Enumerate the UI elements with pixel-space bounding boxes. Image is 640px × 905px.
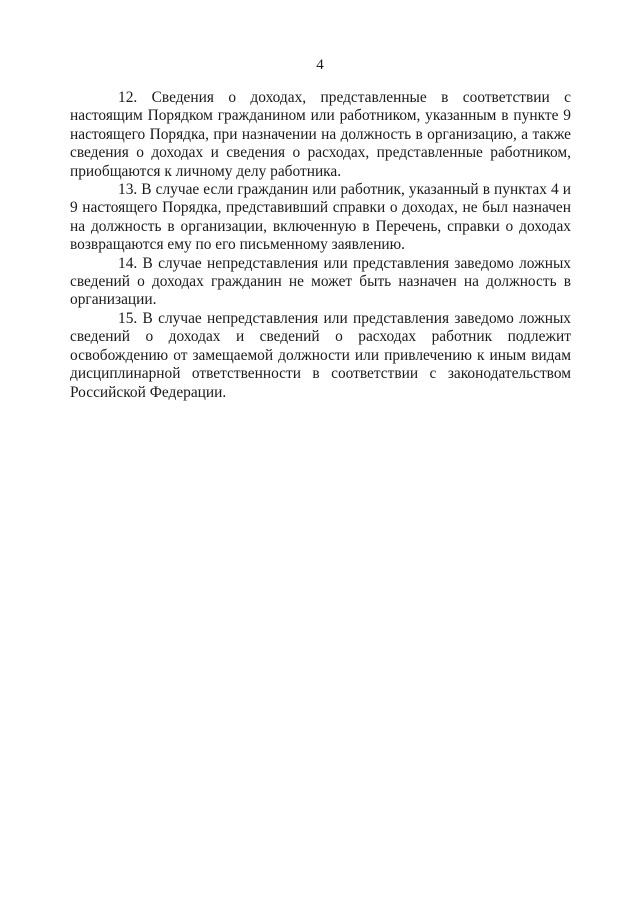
paragraph-14: 14. В случае непредставления или представления заведомо ложных сведений о доходах гражданин не может быть назначен на должность в организации. xyxy=(70,254,571,309)
page-number: 4 xyxy=(316,57,324,73)
paragraph-15: 15. В случае непредставления или представления заведомо ложных сведений о доходах и сведений о расходах работник подлежит освобождению от замещаемой должности или привлечению к иным видам дисциплинарной ответственности в соответствии с законодательством Российской Федерации. xyxy=(70,309,571,401)
document-body xyxy=(70,89,571,402)
paragraph-13: 13. В случае если гражданин или работник, указанный в пунктах 4 и 9 настоящего Порядка, представивший справки о доходах, не был назначен на должность в организации, включенную в Перечень, справки о доходах возвращаются ему по его письменному заявлению. xyxy=(70,181,571,254)
paragraph-12: 12. Сведения о доходах, представленные в соответствии с настоящим Порядком гражданином или работником, указанным в пункте 9 настоящего Порядка, при назначении на должность в организацию, а также сведения о доходах и сведения о расходах, представленные работником, приобщаются к личному делу работника. xyxy=(70,89,571,180)
